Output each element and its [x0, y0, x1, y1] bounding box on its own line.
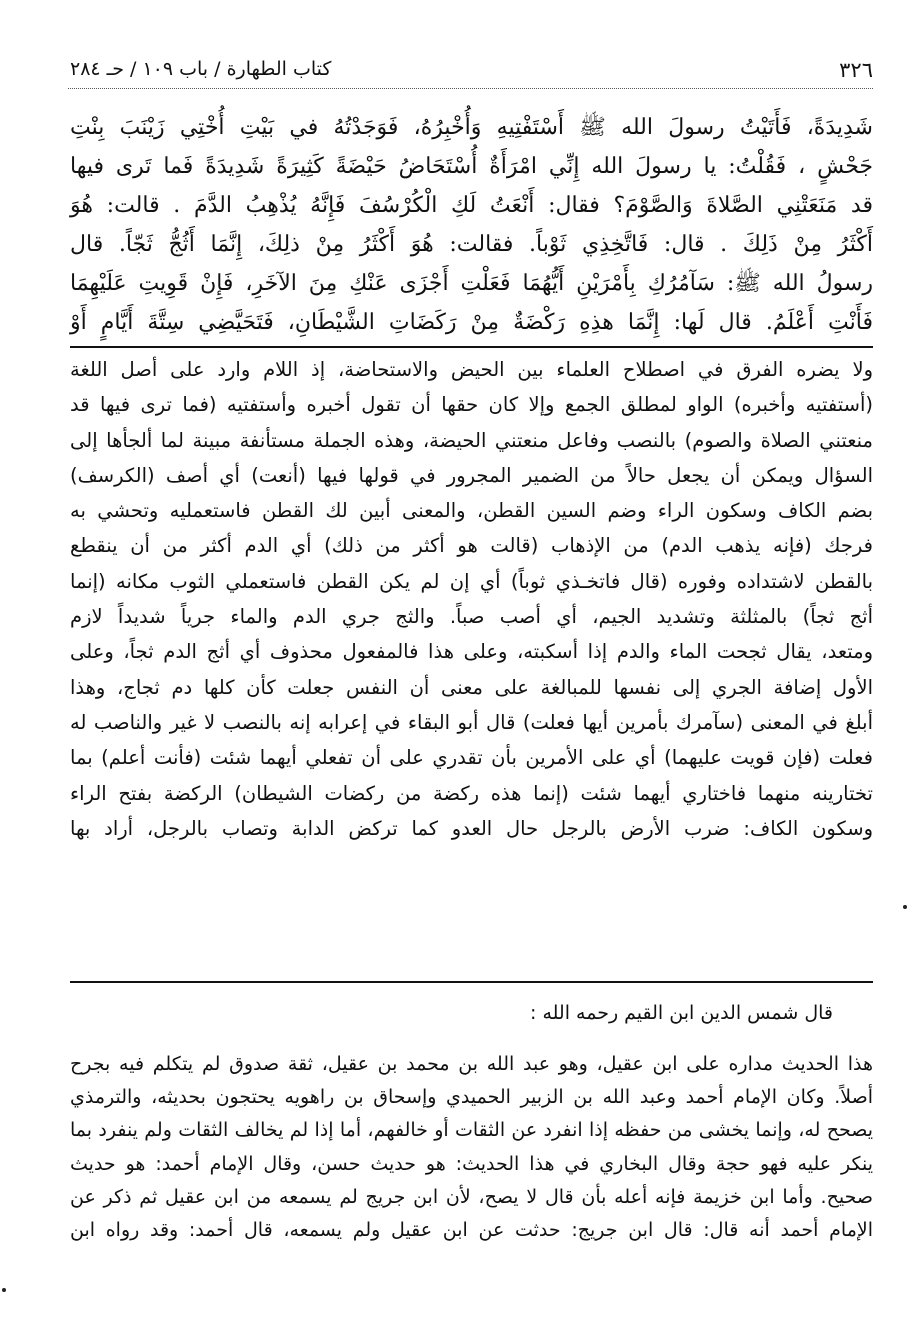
section-divider	[70, 981, 873, 983]
commentary-line: وسكون الكاف: ضرب الأرض بالرجل حال العدو كما تركض الدابة وتصاب بالرجل، أراد بها	[70, 816, 873, 840]
commentary-line: فعلت (فإن قويت عليهما) أي على الأمرين بأن تقدري على أن تفعلي أيهما شئت (فأنت أعلم) بما	[70, 746, 873, 770]
commentary-line: (أستفتيه وأخبره) الواو لمطلق الجمع وإلا كان حقها أن تقول أخبره وأستفتيه (فما ترى فيها قد	[70, 393, 873, 417]
commentary-line: تختارينه منهما فاختاري أيهما شئت (إنما هذه ركضة من ركضات الشيطان) الركضة بفتح الراء	[70, 781, 873, 805]
commentary-text	[70, 352, 873, 846]
commentary-line: بالقطن لاشتداده وفوره (قال فاتخـذي ثوباً) أي إن لم يكن القطن فاستعملي الثوب مكانه (إنما	[70, 569, 873, 593]
hadith-text	[70, 108, 873, 342]
ibn-qayyim-line: الإمام أحمد أنه قال: قال ابن جريج: حدثت عن ابن عقيل ولم يسمعه، قال أحمد: وقد رواه ابن	[70, 1219, 873, 1242]
hadith-line: أَكْثَرُ مِنْ ذَلِكَ . قال: فَاتَّخِذِي ثَوْباً. فقالت: هُوَ أَكْثَرُ مِنْ ذلِكَ، إِنَّمَا أَثُجُّ ثَجّاً. قال	[70, 232, 873, 257]
header-divider	[68, 88, 873, 89]
ibn-qayyim-line: صحيح. وأما ابن خزيمة فإنه أعله بأن قال لا يصح، لأن ابن جريج لم يسمعه من ابن عقيل ثم ذكر عن	[70, 1185, 873, 1208]
commentary-line: ومتعد، يقال ثجحت الماء والدم إذا أسكبته، وعلى هذا فالمفعول محذوف أي أثج الدم ثجاً، وعلى	[70, 640, 873, 664]
page-header	[70, 52, 873, 92]
ibn-qayyim-line: ينكر عليه فهو حجة وقال البخاري في هذا الحديث: هو حديث حسن، وقال الإمام أحمد: هو حديث	[70, 1152, 873, 1175]
commentary-line: الأول إضافة الجري إلى نفسها للمبالغة على معنى أن النفس جعلت كأن كلها دم ثجاج، وهذا	[70, 675, 873, 699]
section-divider	[70, 346, 873, 348]
scan-speck	[903, 905, 907, 909]
hadith-line: قد مَنَعَتْنِي الصَّلاةَ وَالصَّوْمَ؟ فقال: أَنْعَتُ لَكِ الْكُرْسُفَ فَإِنَّهُ يُذْهِبُ الدَّمَ . قالت: هُوَ	[70, 193, 873, 218]
hadith-line: جَحْشٍ ، فَقُلْتُ: يا رسولَ الله إِنِّي امْرَأَةٌ أُسْتَحَاضُ حَيْضَةً كَثِيرَةً شَدِيدَةً فَما تَرى فيها	[70, 154, 873, 179]
hadith-line: رسولُ الله ﷺ: سَآمُرُكِ بِأَمْرَيْنِ أَيُّهُمَا فَعَلْتِ أَجْزَى عَنْكِ مِنَ الآخَرِ، فَإِنْ قَوِيتِ عَلَيْهِمَا	[70, 271, 873, 296]
commentary-line: بضم الكاف وسكون الراء وضم السين القطن، والمعنى أبين لك القطن فاستعمليه وتحشي به	[70, 499, 873, 523]
ibn-qayyim-heading: قال شمس الدين ابن القيم رحمه الله :	[530, 1002, 833, 1024]
running-title: كتاب الطهارة / باب ١٠٩ / حـ ٢٨٤	[70, 58, 332, 80]
commentary-line: السؤال ويمكن أن يجعل حالاً من الضمير المجرور في قولها فيها (أنعت) أي أصف (الكرسف)	[70, 463, 873, 487]
ibn-qayyim-line: يصحح له، وإنما يخشى من حفظه إذا انفرد عن الثقات أو خالفهم، أما إذا لم يخالف الثقات ولم ينفرد بما	[70, 1119, 873, 1142]
ibn-qayyim-line: أصلاً. وكان الإمام أحمد وعبد الله بن الزبير الحميدي وإسحاق بن راهويه يحتجون بحديثه، والترمذي	[70, 1086, 873, 1109]
page-number: ٣٢٦	[839, 58, 873, 82]
scan-speck	[2, 1288, 6, 1292]
commentary-line: فرجك (فإنه يذهب الدم) من الإذهاب (قالت هو أكثر من ذلك) أي الدم أكثر من أن ينقطع	[70, 534, 873, 558]
commentary-line: أثج ثجاً) بالمثلثة وتشديد الجيم، أي أصب صباً. والثج جري الدم والماء جرياً شديداً لازم	[70, 605, 873, 629]
commentary-line: أبلغ في المعنى (سآمرك بأمرين أيها فعلت) قال أبو البقاء في إعرابه إنه بالنصب لا غير والناصب له	[70, 710, 873, 734]
hadith-line: شَدِيدَةً، فَأَتَيْتُ رسولَ الله ﷺ أَسْتَفْتِيهِ وَأُخْبِرُهُ، فَوَجَدْتُهُ في بَيْتِ أُخْتِي زَيْنَبَ بِنْتِ	[70, 115, 873, 140]
commentary-line: ولا يضره الفرق في اصطلاح العلماء بين الحيض والاستحاضة، إذ اللام وارد على أصل اللغة	[70, 358, 873, 381]
commentary-line: منعتني الصلاة والصوم) بالنصب وفاعل منعتني الحيضة، وهذه الجملة مستأنفة مبينة لما ألجأها إلى	[70, 428, 873, 452]
hadith-line: فَأَنْتِ أَعْلَمُ. قال لَها: إِنَّمَا هذِهِ رَكْضَةٌ مِنْ رَكَضَاتِ الشَّيْطَانِ، فَتَحَيَّضِي سِتَّةَ أَيَّامٍ أَوْ	[70, 310, 873, 335]
ibn-qayyim-line: هذا الحديث مداره على ابن عقيل، وهو عبد الله بن محمد بن عقيل، ثقة صدوق لم يتكلم فيه بجرح	[70, 1053, 873, 1075]
ibn-qayyim-section	[70, 992, 873, 1247]
